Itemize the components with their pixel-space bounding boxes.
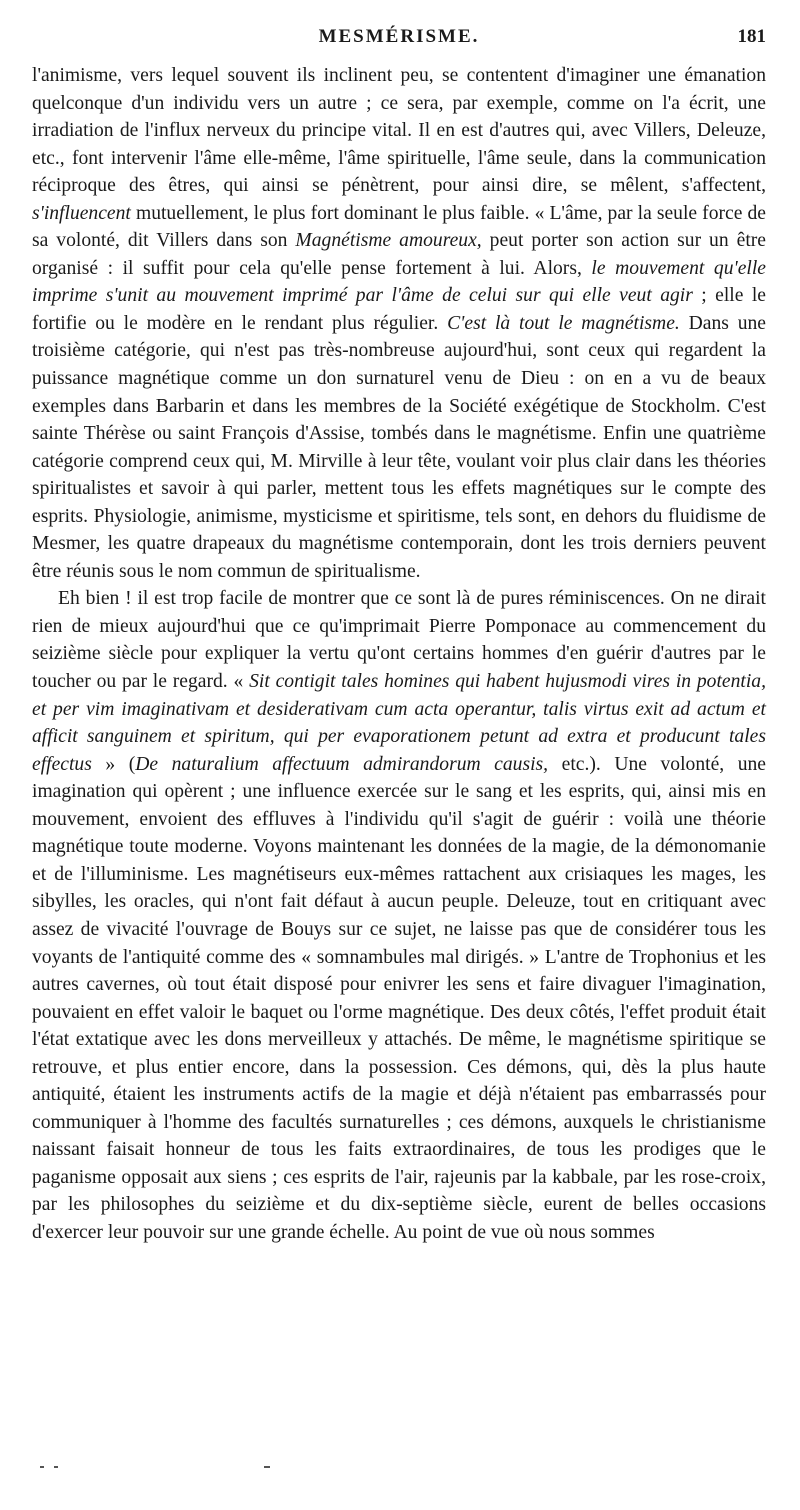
text-run: etc.). Une volonté, une imagination qui opèrent ; une influence exercée sur le sang et les esprits, qui, ainsi mis en mouvement, envoient des effluves à l'individu qu'il s'agit de guérir : voilà une théorie magnétique toute moderne. Voyons maintenant les données de la magie, de la démonomanie et de l'illuminisme. Les magnétiseurs eux-mêmes rattachent aux crisiaques les mages, les sibylles, les oracles, qui n'ont fait défaut à aucun peuple. Deleuze, tout en critiquant avec assez de vivacité l'ouvrage de Bouys sur ce sujet, ne laisse pas que de considérer tous les voyants de l'antiquité comme des « somnambules mal dirigés. » L'antre de Trophonius et les autres cavernes, où tout était disposé pour enivrer les sens et faire divaguer l'imagination, pouvaient en effet valoir le baquet ou l'orme magnétique. Des deux côtés, l'effet produit était l'état extatique avec les dons merveilleux y attachés. De même, le magnétisme spiritique se retrouve, et plus entier encore, dans la possession. Ces démons, qui, dès la plus haute antiquité, étaient les instruments actifs de la magie et déjà n'étaient pas embarrassés pour communiquer à l'homme des facultés surnaturelles ; ces démons, auxquels le christianisme naissant faisait honneur de tous les faits extraordinaires, de tous les prodiges que le paganisme opposait aux siens ; ces esprits de l'air, rajeunis par la kabbale, par les rose-croix, par les philosophes du seizième et du dix-septième siècle, eurent de belles occasions d'exercer leur pouvoir sur une grande échelle. Au point de vue où nous sommes xyxy=(32,753,766,1243)
page-footer-marks xyxy=(40,1466,300,1478)
text-run: Eh bien ! il est trop facile de montrer que ce sont là de pures réminiscences. On ne dirait rien de mieux aujourd'hui que ce qu'imprimait Pierre Pomponace au commencement du seizième siècle pour expliquer la vertu qu'ont certains hommes d'en guérir d'autres par le toucher ou par le regard. « xyxy=(32,588,766,693)
text-run: » ( xyxy=(91,753,136,775)
body-text xyxy=(32,62,766,1247)
italic-run: s'influencent xyxy=(32,202,131,224)
text-run: l'animisme, vers lequel souvent ils inclinent peu, se contentent d'imaginer une émanation quelconque d'un individu vers un autre ; ce sera, par exemple, comme on l'a écrit, une irradiation de l'influx nerveux du principe vital. Il en est d'autres qui, avec Villers, Deleuze, etc., font intervenir l'âme elle-même, l'âme spirituelle, l'âme seule, dans la communication réciproque des êtres, qui ainsi se pénètrent, pour ainsi dire, se mêlent, s'affectent, xyxy=(32,65,766,197)
text-run: peut porter son action sur un être organisé : il suffit pour cela qu'elle pense fortement à lui. Alors, xyxy=(32,230,766,279)
text-run: mutuellement, le plus fort dominant le plus faible. « L'âme, par la seule force de sa volonté, dit Villers dans son xyxy=(32,202,766,252)
page-number: 181 xyxy=(737,26,766,47)
book-title-italic: Magnétisme amoureux, xyxy=(295,230,482,252)
footer-mark xyxy=(54,1466,58,1468)
paragraph-2 xyxy=(32,585,766,1246)
footer-mark xyxy=(40,1466,44,1468)
paragraph-1 xyxy=(32,62,766,585)
running-head xyxy=(32,26,766,56)
text-run: ; elle le fortifie ou le modère en le rendant plus régulier. xyxy=(32,285,767,334)
text-run: Dans une troisième catégorie, qui n'est pas très-nombreuse aujourd'hui, sont ceux qui regardent la puissance magnétique comme un don surnaturel venu de Dieu : on en a vu de beaux exemples dans Barbarin et dans les membres de la Société exégétique de Stockholm. C'est sainte Thérèse ou saint François d'Assise, tombés dans le magnétisme. Enfin une quatrième catégorie comprend ceux qui, M. Mirville à leur tête, voulant voir plus clair dans les théories spiritualistes et savoir à qui parler, mettent tous les effets magnétiques sur le compte des esprits. Physiologie, animisme, mysticisme et spiritisme, tels sont, en dehors du fluidisme de Mesmer, les quatre drapeaux du magnétisme contemporain, dont les trois derniers peuvent être réunis sous le nom commun de spiritualisme. xyxy=(32,312,767,582)
footer-mark xyxy=(264,1466,270,1468)
italic-run: C'est là tout le magnétisme. xyxy=(447,312,680,334)
italic-run: le mouvement qu'elle imprime s'unit au mouvement imprimé par l'âme de celui sur qui elle veut agir xyxy=(32,257,766,307)
latin-quote-italic: Sit contigit tales homines qui habent hujusmodi vires in potentia, et per vim imaginativam et desiderativam cum acta operantur, talis virtus exit ad actum et afficit sanguinem et spiritum, qui per evaporationem petunt ad extra et producunt tales effectus xyxy=(32,671,766,775)
running-title: MESMÉRISME. xyxy=(318,26,480,47)
book-title-italic: De naturalium affectuum admirandorum causis, xyxy=(135,753,549,775)
